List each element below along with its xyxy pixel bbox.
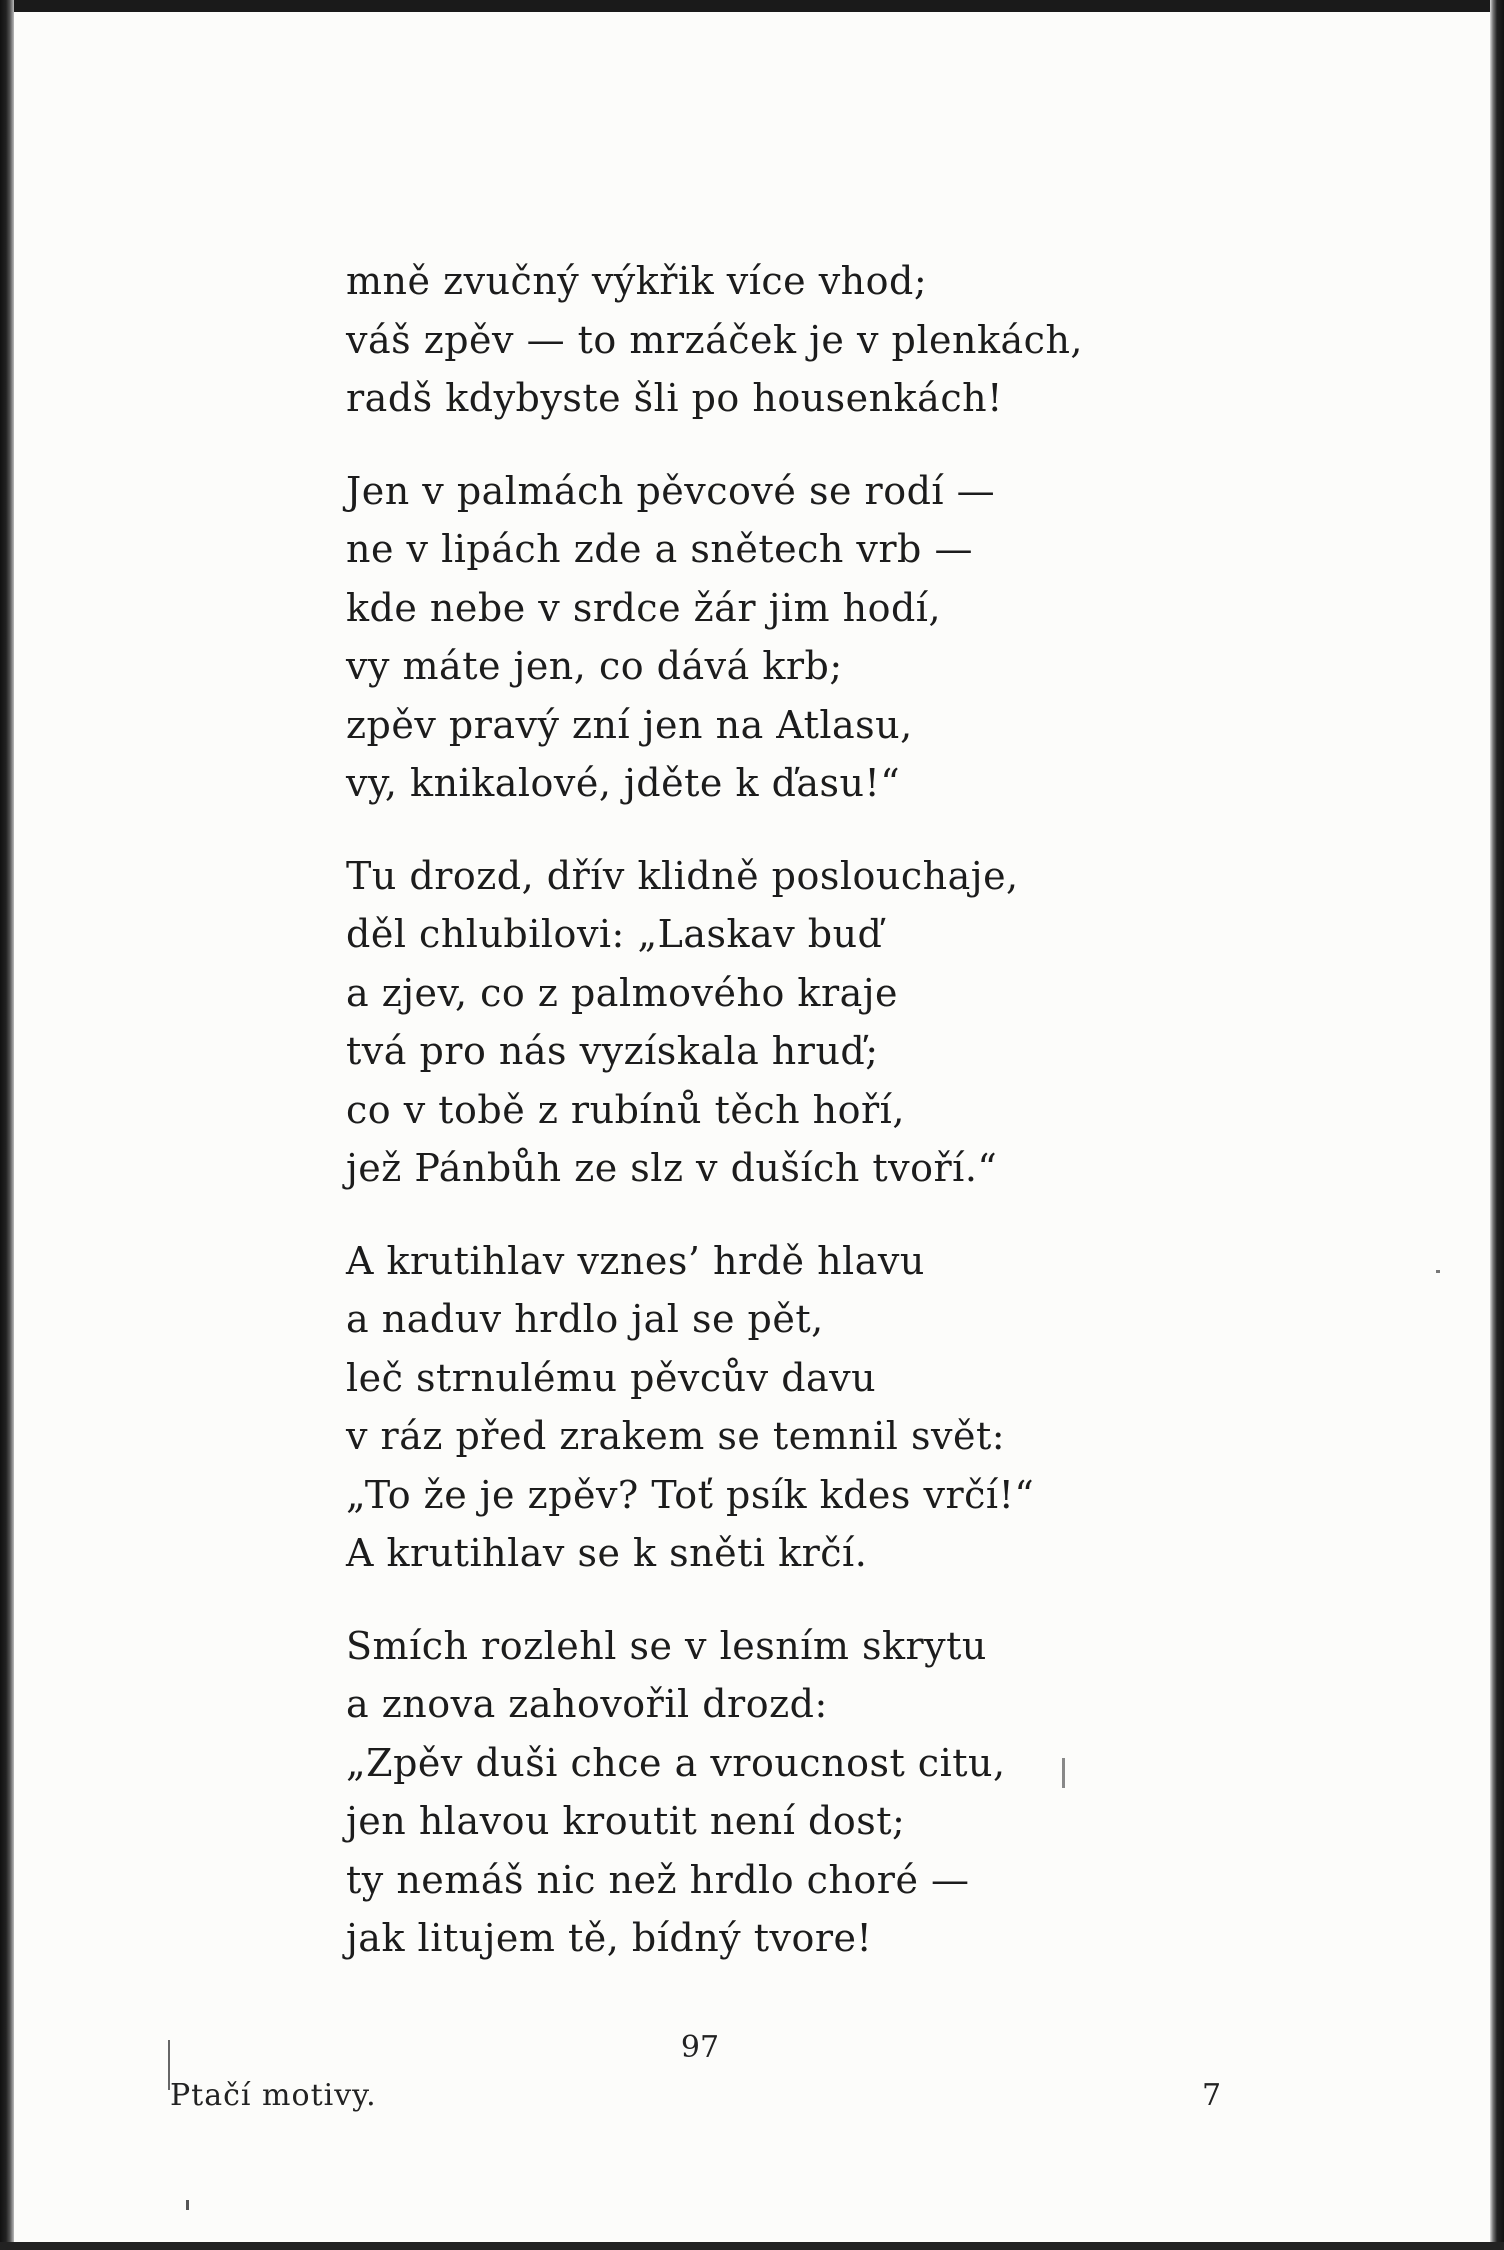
stanza-4 bbox=[346, 1232, 1346, 1583]
scan-speck bbox=[186, 2200, 189, 2210]
poem-line: „To že je zpěv? Toť psík kdes vrčí!“ bbox=[346, 1472, 1035, 1517]
poem-line: Smích rozlehl se v lesním skrytu bbox=[346, 1623, 987, 1668]
scan-speck bbox=[1062, 1758, 1065, 1788]
scan-speck bbox=[168, 2040, 170, 2090]
poem-line: co v tobě z rubínů těch hoří, bbox=[346, 1087, 905, 1132]
poem-line: ty nemáš nic než hrdlo choré — bbox=[346, 1857, 970, 1902]
poem-line: Tu drozd, dřív klidně poslouchaje, bbox=[346, 853, 1019, 898]
poem-line: A krutihlav se k sněti krčí. bbox=[346, 1531, 868, 1575]
stanza-3 bbox=[346, 847, 1346, 1198]
poem-line: mně zvučný výkřik více vhod; bbox=[346, 259, 928, 303]
scan-edge-top bbox=[0, 0, 1504, 12]
scan-edge-bottom bbox=[0, 2242, 1504, 2250]
scan-speck bbox=[1436, 1270, 1440, 1273]
poem-line: jen hlavou kroutit není dost; bbox=[346, 1799, 906, 1843]
poem-line: ne v lipách zde a snětech vrb — bbox=[346, 527, 973, 571]
stanza-5 bbox=[346, 1617, 1346, 1968]
poem-line: v ráz před zrakem se temnil svět: bbox=[346, 1414, 1006, 1458]
scan-edge-left bbox=[0, 0, 14, 2250]
scan-edge-right bbox=[1490, 0, 1504, 2250]
poem-line: Jen v palmách pěvcové se rodí — bbox=[346, 468, 996, 513]
poem-line: vy, knikalové, jděte k ďasu!“ bbox=[346, 761, 901, 805]
poem-line: a zjev, co z palmového kraje bbox=[346, 970, 899, 1015]
signature-number: 7 bbox=[1202, 2078, 1222, 2113]
poem-text bbox=[346, 252, 1346, 2002]
poem-line: tvá pro nás vyzískala hruď; bbox=[346, 1029, 879, 1073]
poem-line: a znova zahovořil drozd: bbox=[346, 1682, 828, 1726]
poem-line: a naduv hrdlo jal se pět, bbox=[346, 1297, 824, 1341]
poem-line: jež Pánbůh ze slz v duších tvoří.“ bbox=[346, 1146, 998, 1190]
poem-line: váš zpěv — to mrzáček je v plenkách, bbox=[346, 317, 1083, 362]
poem-line: „Zpěv duši chce a vroucnost citu, bbox=[346, 1740, 1006, 1785]
poem-line: kde nebe v srdce žár jim hodí, bbox=[346, 585, 942, 630]
stanza-1 bbox=[346, 252, 1346, 428]
poem-line: leč strnulému pěvcův davu bbox=[346, 1355, 877, 1400]
poem-line: jak litujem tě, bídný tvore! bbox=[346, 1916, 873, 1960]
stanza-2 bbox=[346, 462, 1346, 813]
poem-line: vy máte jen, co dává krb; bbox=[346, 644, 843, 688]
poem-line: A krutihlav vznes’ hrdě hlavu bbox=[346, 1238, 925, 1283]
page-number: 97 bbox=[680, 2030, 720, 2065]
poem-line: děl chlubilovi: „Laskav buď bbox=[346, 912, 883, 956]
poem-line: radš kdybyste šli po housenkách! bbox=[346, 376, 1003, 420]
signature-title: Ptačí motivy. bbox=[170, 2078, 377, 2113]
poem-line: zpěv pravý zní jen na Atlasu, bbox=[346, 702, 913, 747]
